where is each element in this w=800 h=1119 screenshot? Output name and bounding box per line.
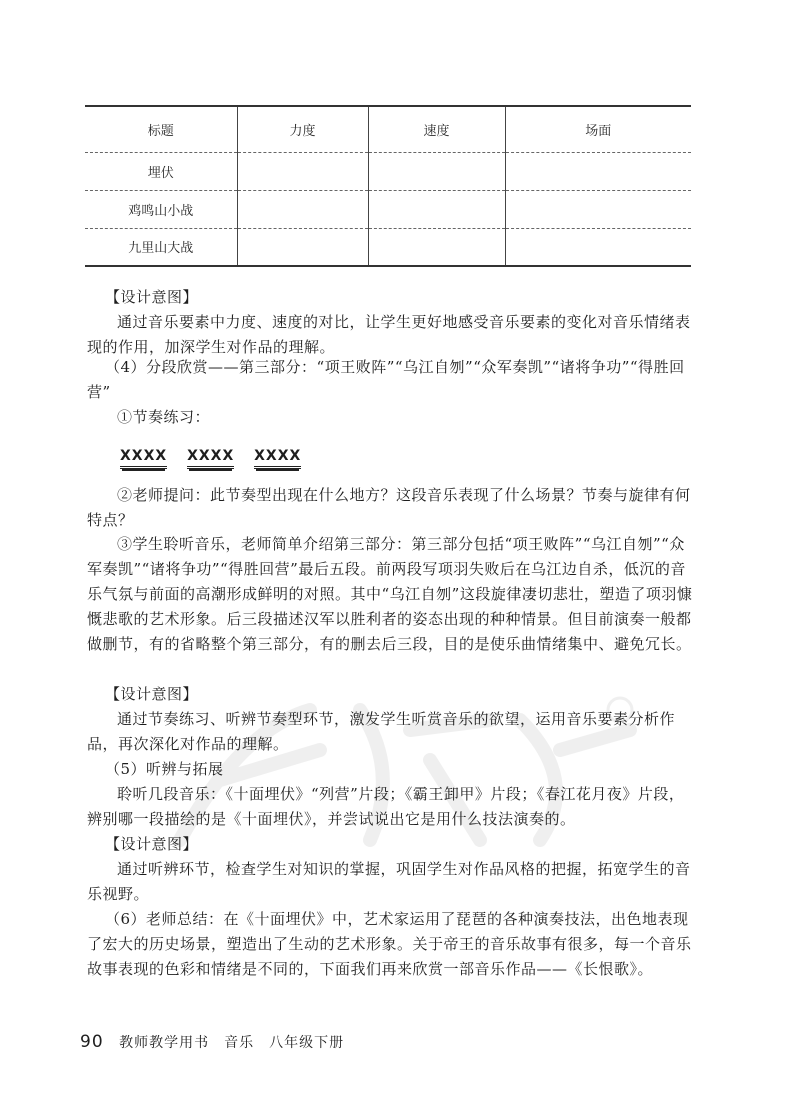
- table-cell: 埋伏: [147, 165, 174, 181]
- table-cell: [237, 190, 368, 228]
- rhythm-pattern: [120, 448, 315, 469]
- paragraph: 通过节奏练习、听辨节奏型环节，激发学生听赏音乐的欲望，运用音乐要素分析作品，再次深化对作品的理解。: [87, 710, 676, 753]
- paragraph: 通过音乐要素中力度、速度的对比，让学生更好地感受音乐要素的变化对音乐情绪表现的作用，加深学生对作品的理解。: [87, 313, 691, 356]
- table-cell: [505, 228, 691, 266]
- table-cell: [368, 190, 505, 228]
- paragraph: 聆听几段音乐：《十面埋伏》“列营”片段；《霸王卸甲》片段；《春江花月夜》片段，辨别哪一段描绘的是《十面埋伏》，并尝试说出它是用什么技法演奏的。: [87, 785, 685, 828]
- rhythm-group: XXXX: [187, 448, 234, 469]
- comparison-table: [85, 105, 691, 267]
- table-row: [85, 228, 691, 266]
- table-cell: 鸡鸣山小战: [128, 203, 194, 219]
- header-dynamics: 力度: [237, 106, 368, 152]
- page-footer: [80, 1032, 344, 1052]
- section-heading: （4）分段欣赏——第三部分：“项王败阵”“乌江自刎”“众军奏凯”“诸将争功”“得胜回营”: [87, 358, 685, 401]
- table-cell: 九里山大战: [128, 241, 194, 257]
- table-header-row: [85, 106, 691, 152]
- table-row: [85, 190, 691, 228]
- section-heading: （6）老师总结：在《十面埋伏》中，艺术家运用了琵琶的各种演奏技法，出色地表现了宏大的历史场景，塑造出了生动的艺术形象。关于帝王的音乐故事有很多，每一个音乐故事表现的色彩和情绪是不同的，下面我们再来欣赏一部音乐作品——《长恨歌》。: [87, 910, 692, 978]
- table-cell: [368, 228, 505, 266]
- header-title: 标题: [147, 123, 174, 139]
- paragraph: ①节奏练习：: [117, 408, 211, 426]
- table-cell: [237, 228, 368, 266]
- header-scene: 场面: [505, 106, 691, 152]
- book-title: 教师教学用书 音乐 八年级下册: [119, 1035, 345, 1051]
- page-number: 90: [80, 1032, 104, 1052]
- table-row: [85, 152, 691, 190]
- section-heading: （5）听辨与拓展: [105, 760, 224, 778]
- rhythm-group: XXXX: [254, 448, 301, 469]
- design-intent-heading: 【设计意图】: [105, 835, 199, 853]
- paragraph: ③学生聆听音乐，老师简单介绍第三部分：第三部分包括“项王败阵”“乌江自刎”“众军奏凯”“诸将争功”“得胜回营”最后五段。前两段写项羽失败后在乌江边自杀，低沉的音乐气氛与前面的高潮形成鲜明的对照。其中“乌江自刎”这段旋律凄切悲壮，塑造了项羽慷慨悲歌的艺术形象。后三段描述汉军以胜利者的姿态出现的种种情景。但目前演奏一般都做删节，有的省略整个第三部分，有的删去后三段，目的是使乐曲情绪集中、避免冗长。: [87, 535, 693, 653]
- table-cell: [237, 152, 368, 190]
- design-intent-heading: 【设计意图】: [105, 685, 199, 703]
- rhythm-group: XXXX: [120, 448, 167, 469]
- paragraph: ②老师提问：此节奏型出现在什么地方？这段音乐表现了什么场景？节奏与旋律有何特点？: [87, 486, 691, 529]
- table-cell: [368, 152, 505, 190]
- design-intent-heading: 【设计意图】: [105, 288, 199, 306]
- header-tempo: 速度: [368, 106, 505, 152]
- table-cell: [505, 152, 691, 190]
- paragraph: 通过听辨环节，检查学生对知识的掌握，巩固学生对作品风格的把握，拓宽学生的音乐视野。: [87, 860, 691, 903]
- table-cell: [505, 190, 691, 228]
